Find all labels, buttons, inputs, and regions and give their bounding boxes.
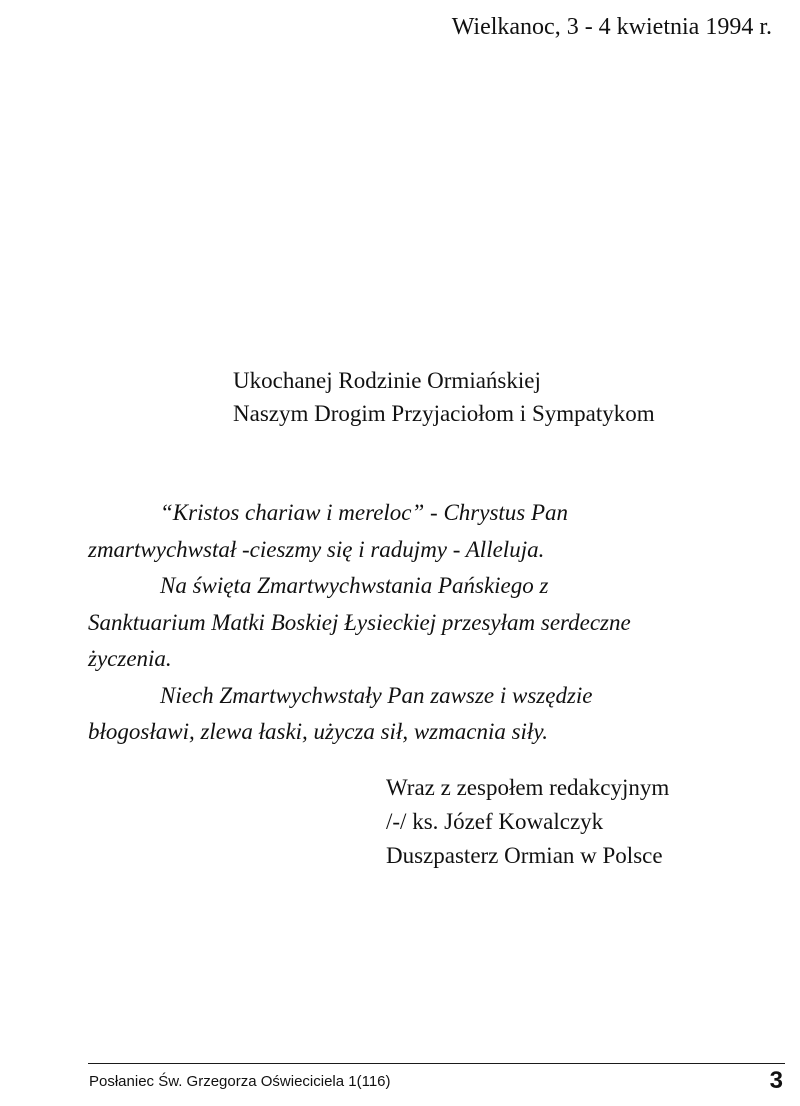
signature-line: Wraz z zespołem redakcyjnym (386, 775, 670, 800)
greeting-line: życzenia. (88, 646, 172, 671)
signature-block (386, 771, 669, 873)
greeting-line: Sanktuarium Matki Boskiej Łysieckiej przesyłam serdeczne (88, 609, 631, 635)
signature-line: /-/ ks. Józef Kowalczyk (386, 809, 604, 834)
footer-divider (88, 1063, 785, 1064)
page-number: 3 (769, 1067, 783, 1094)
signature-line: Duszpasterz Ormian w Polsce (386, 843, 663, 868)
greeting-line: zmartwychwstał -cieszmy się i radujmy - Alleluja. (88, 536, 545, 562)
greeting-line: błogosławi, zlewa łaski, użycza sił, wzmacnia siły. (88, 719, 549, 744)
addressee-block (233, 364, 655, 430)
greeting-text (88, 495, 778, 751)
footer-publication: Posłaniec Św. Grzegorza Oświeciciela 1(116) (89, 1073, 391, 1090)
date-line: Wielkanoc, 3 - 4 kwietnia 1994 r. (451, 14, 772, 40)
greeting-line: Niech Zmartwychwstały Pan zawsze i wszędzie (160, 682, 593, 708)
greeting-line: Na święta Zmartwychwstania Pańskiego z (160, 573, 549, 598)
addressee-line: Ukochanej Rodzinie Ormiańskiej (233, 368, 541, 393)
greeting-line: “Kristos chariaw i mereloc” - Chrystus Pan (160, 500, 569, 525)
addressee-line: Naszym Drogim Przyjaciołom i Sympatykom (233, 401, 655, 426)
